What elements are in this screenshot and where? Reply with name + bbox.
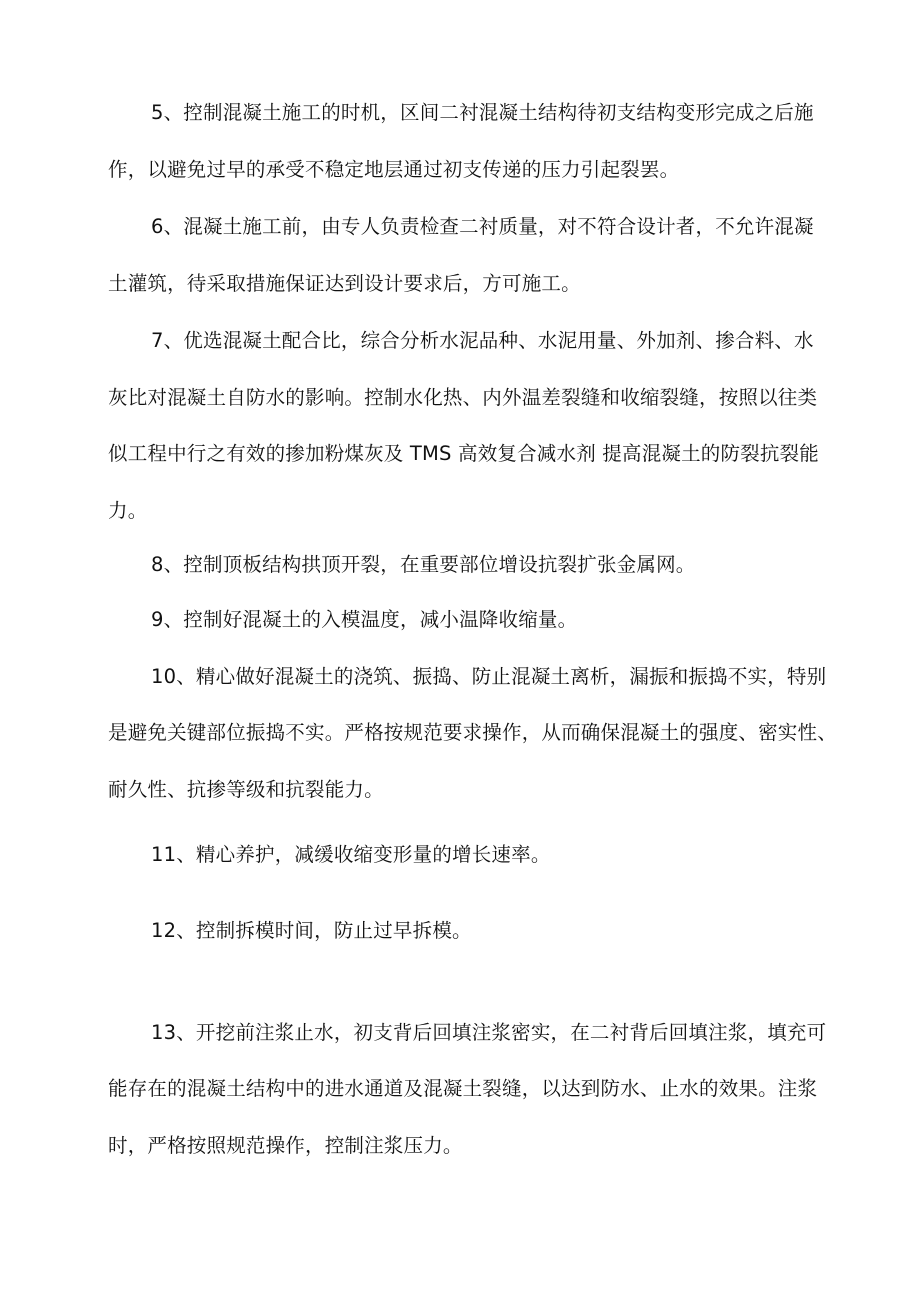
item-7-line-4: 力。 xyxy=(108,499,148,522)
item-7-line-3: 似工程中行之有效的掺加粉煤灰及 TMS 高效复合减水剂 提高混凝土的防裂抗裂能 xyxy=(108,442,820,465)
item-6-line-2: 土灌筑，待采取措施保证达到设计要求后，方可施工。 xyxy=(108,272,581,295)
item-10-line-2: 是避免关键部位振捣不实。严格按规范要求操作，从而确保混凝土的强度、密实性、 xyxy=(108,721,837,744)
item-5-line-1: 5、控制混凝土施工的时机，区间二衬混凝土结构待初支结构变形完成之后施 xyxy=(151,101,814,124)
item-5-line-2: 作，以避免过早的承受不稳定地层通过初支传递的压力引起裂罢。 xyxy=(108,158,680,181)
item-6-line-1: 6、混凝土施工前，由专人负责检查二衬质量，对不符合设计者，不允许混凝 xyxy=(151,215,814,238)
item-13-line-1: 13、开挖前注浆止水，初支背后回填注浆密实，在二衬背后回填注浆，填充可 xyxy=(151,1021,827,1044)
item-13-line-3: 时，严格按照规范操作，控制注浆压力。 xyxy=(108,1134,463,1157)
item-9-line-1: 9、控制好混凝土的入模温度，减小温降收缩量。 xyxy=(151,608,578,631)
item-12-line-1: 12、控制拆模时间，防止过早拆模。 xyxy=(151,919,472,942)
item-11-line-1: 11、精心养护，减缓收缩变形量的增长速率。 xyxy=(151,843,551,866)
item-13-line-2: 能存在的混凝土结构中的进水通道及混凝土裂缝，以达到防水、止水的效果。注浆 xyxy=(108,1077,818,1100)
item-7-line-1: 7、优选混凝土配合比，综合分析水泥品种、水泥用量、外加剂、掺合料、水 xyxy=(151,329,814,352)
item-8-line-1: 8、控制顶板结构拱顶开裂，在重要部位增设抗裂扩张金属网。 xyxy=(151,553,696,576)
item-10-line-1: 10、精心做好混凝土的浇筑、振捣、防止混凝土离析，漏振和振捣不实，特别 xyxy=(151,665,827,688)
item-7-line-2: 灰比对混凝土自防水的影响。控制水化热、内外温差裂缝和收缩裂缝，按照以往类 xyxy=(108,386,818,409)
item-10-line-3: 耐久性、抗掺等级和抗裂能力。 xyxy=(108,778,384,801)
